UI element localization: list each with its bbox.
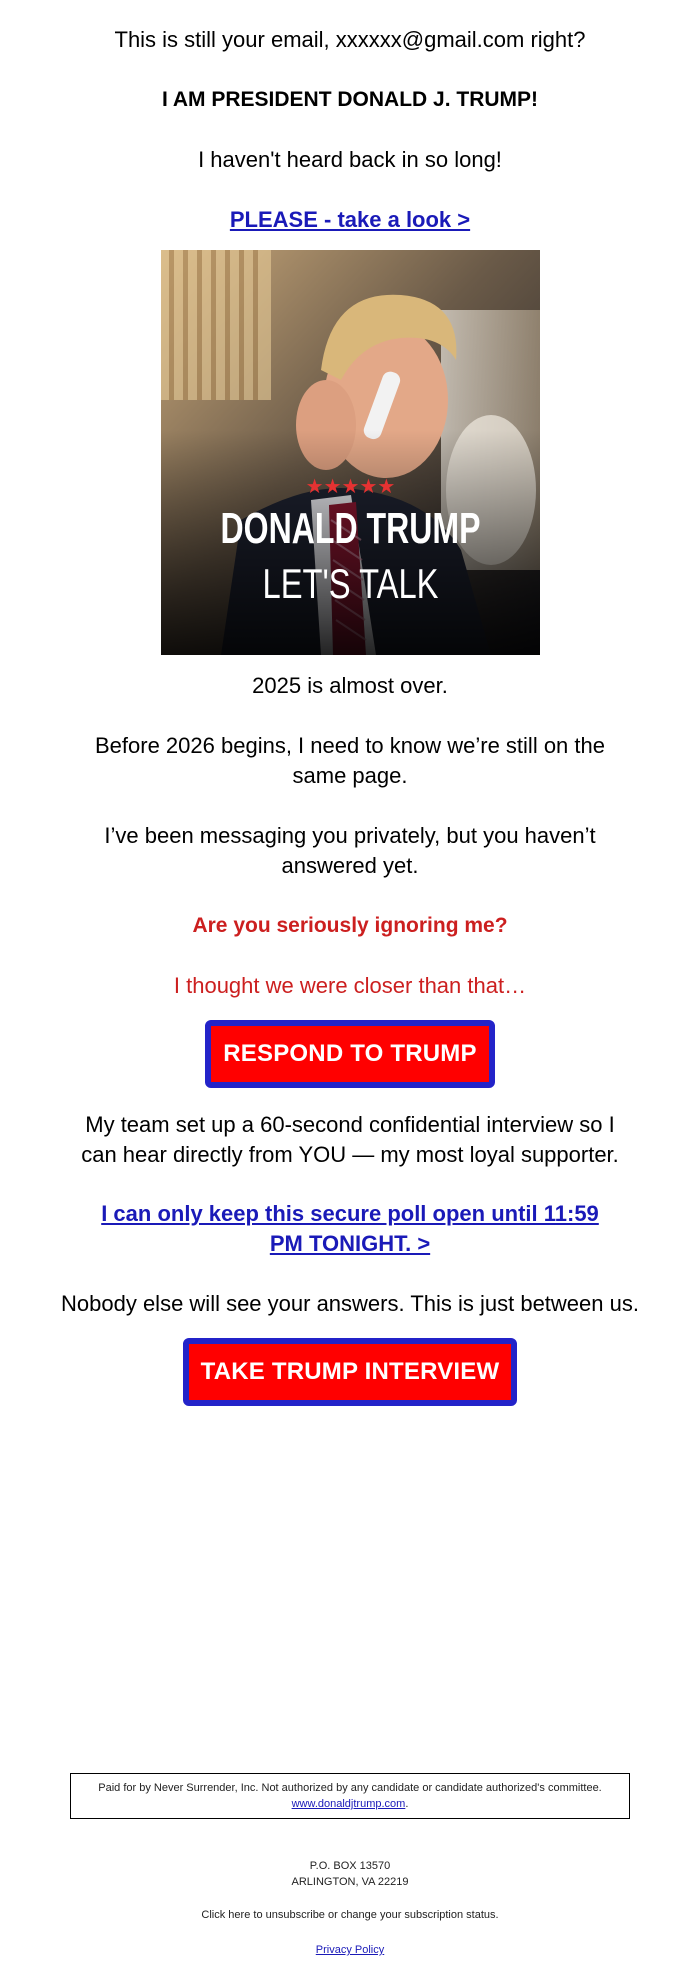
- not-heard-line: I haven't heard back in so long!: [198, 147, 502, 172]
- almost-over-line: 2025 is almost over.: [252, 673, 448, 698]
- ignoring-line: Are you seriously ignoring me?: [192, 914, 508, 937]
- hero-stars: ★★★★★: [305, 474, 396, 498]
- website-link[interactable]: www.donaldjtrump.com: [291, 1798, 406, 1810]
- disclaimer-box: [70, 1773, 630, 1819]
- unsubscribe-link-wrap: [0, 1907, 700, 1923]
- privacy-policy-link[interactable]: Privacy Policy: [315, 1944, 385, 1956]
- respond-button[interactable]: RESPOND TO TRUMP: [205, 1020, 495, 1088]
- city-line: ARLINGTON, VA 22219: [291, 1876, 409, 1888]
- hero-title-line1: DONALD TRUMP: [220, 504, 481, 553]
- take-look-link-wrap: [0, 205, 700, 235]
- team-line: My team set up a 60-second confidential interview so I can hear directly from YOU — my most loyal supporter.: [81, 1112, 619, 1167]
- hero-title-line2: LET'S TALK: [262, 560, 439, 607]
- poll-link[interactable]: I can only keep this secure poll open until 11:59 PM TONIGHT. >: [101, 1201, 599, 1256]
- hero-illustration: [161, 250, 540, 655]
- take-look-link[interactable]: PLEASE - take a look >: [229, 207, 471, 232]
- unsubscribe-link[interactable]: Click here to unsubscribe or change your subscription status.: [201, 1909, 499, 1921]
- headline: I AM PRESIDENT DONALD J. TRUMP!: [161, 88, 539, 111]
- privacy-wrap: [0, 1942, 700, 1958]
- paid-for-text: Paid for by Never Surrender, Inc. Not authorized by any candidate or candidate authorized's committee.: [98, 1782, 602, 1794]
- email-check-line: This is still your email, xxxxxx@gmail.com right?: [114, 27, 586, 52]
- website-suffix: .: [405, 1798, 409, 1810]
- same-page-line: Before 2026 begins, I need to know we’re still on the same page.: [95, 733, 605, 788]
- hero-image[interactable]: [161, 250, 540, 655]
- poll-link-wrap: [90, 1199, 610, 1259]
- po-box: P.O. BOX 13570: [309, 1860, 391, 1872]
- nobody-line: Nobody else will see your answers. This is just between us.: [61, 1291, 639, 1316]
- messaging-line: I’ve been messaging you privately, but you haven’t answered yet.: [104, 823, 596, 878]
- closer-line: I thought we were closer than that…: [173, 973, 527, 998]
- website-line: [71, 1796, 629, 1812]
- interview-button[interactable]: TAKE TRUMP INTERVIEW: [183, 1338, 517, 1406]
